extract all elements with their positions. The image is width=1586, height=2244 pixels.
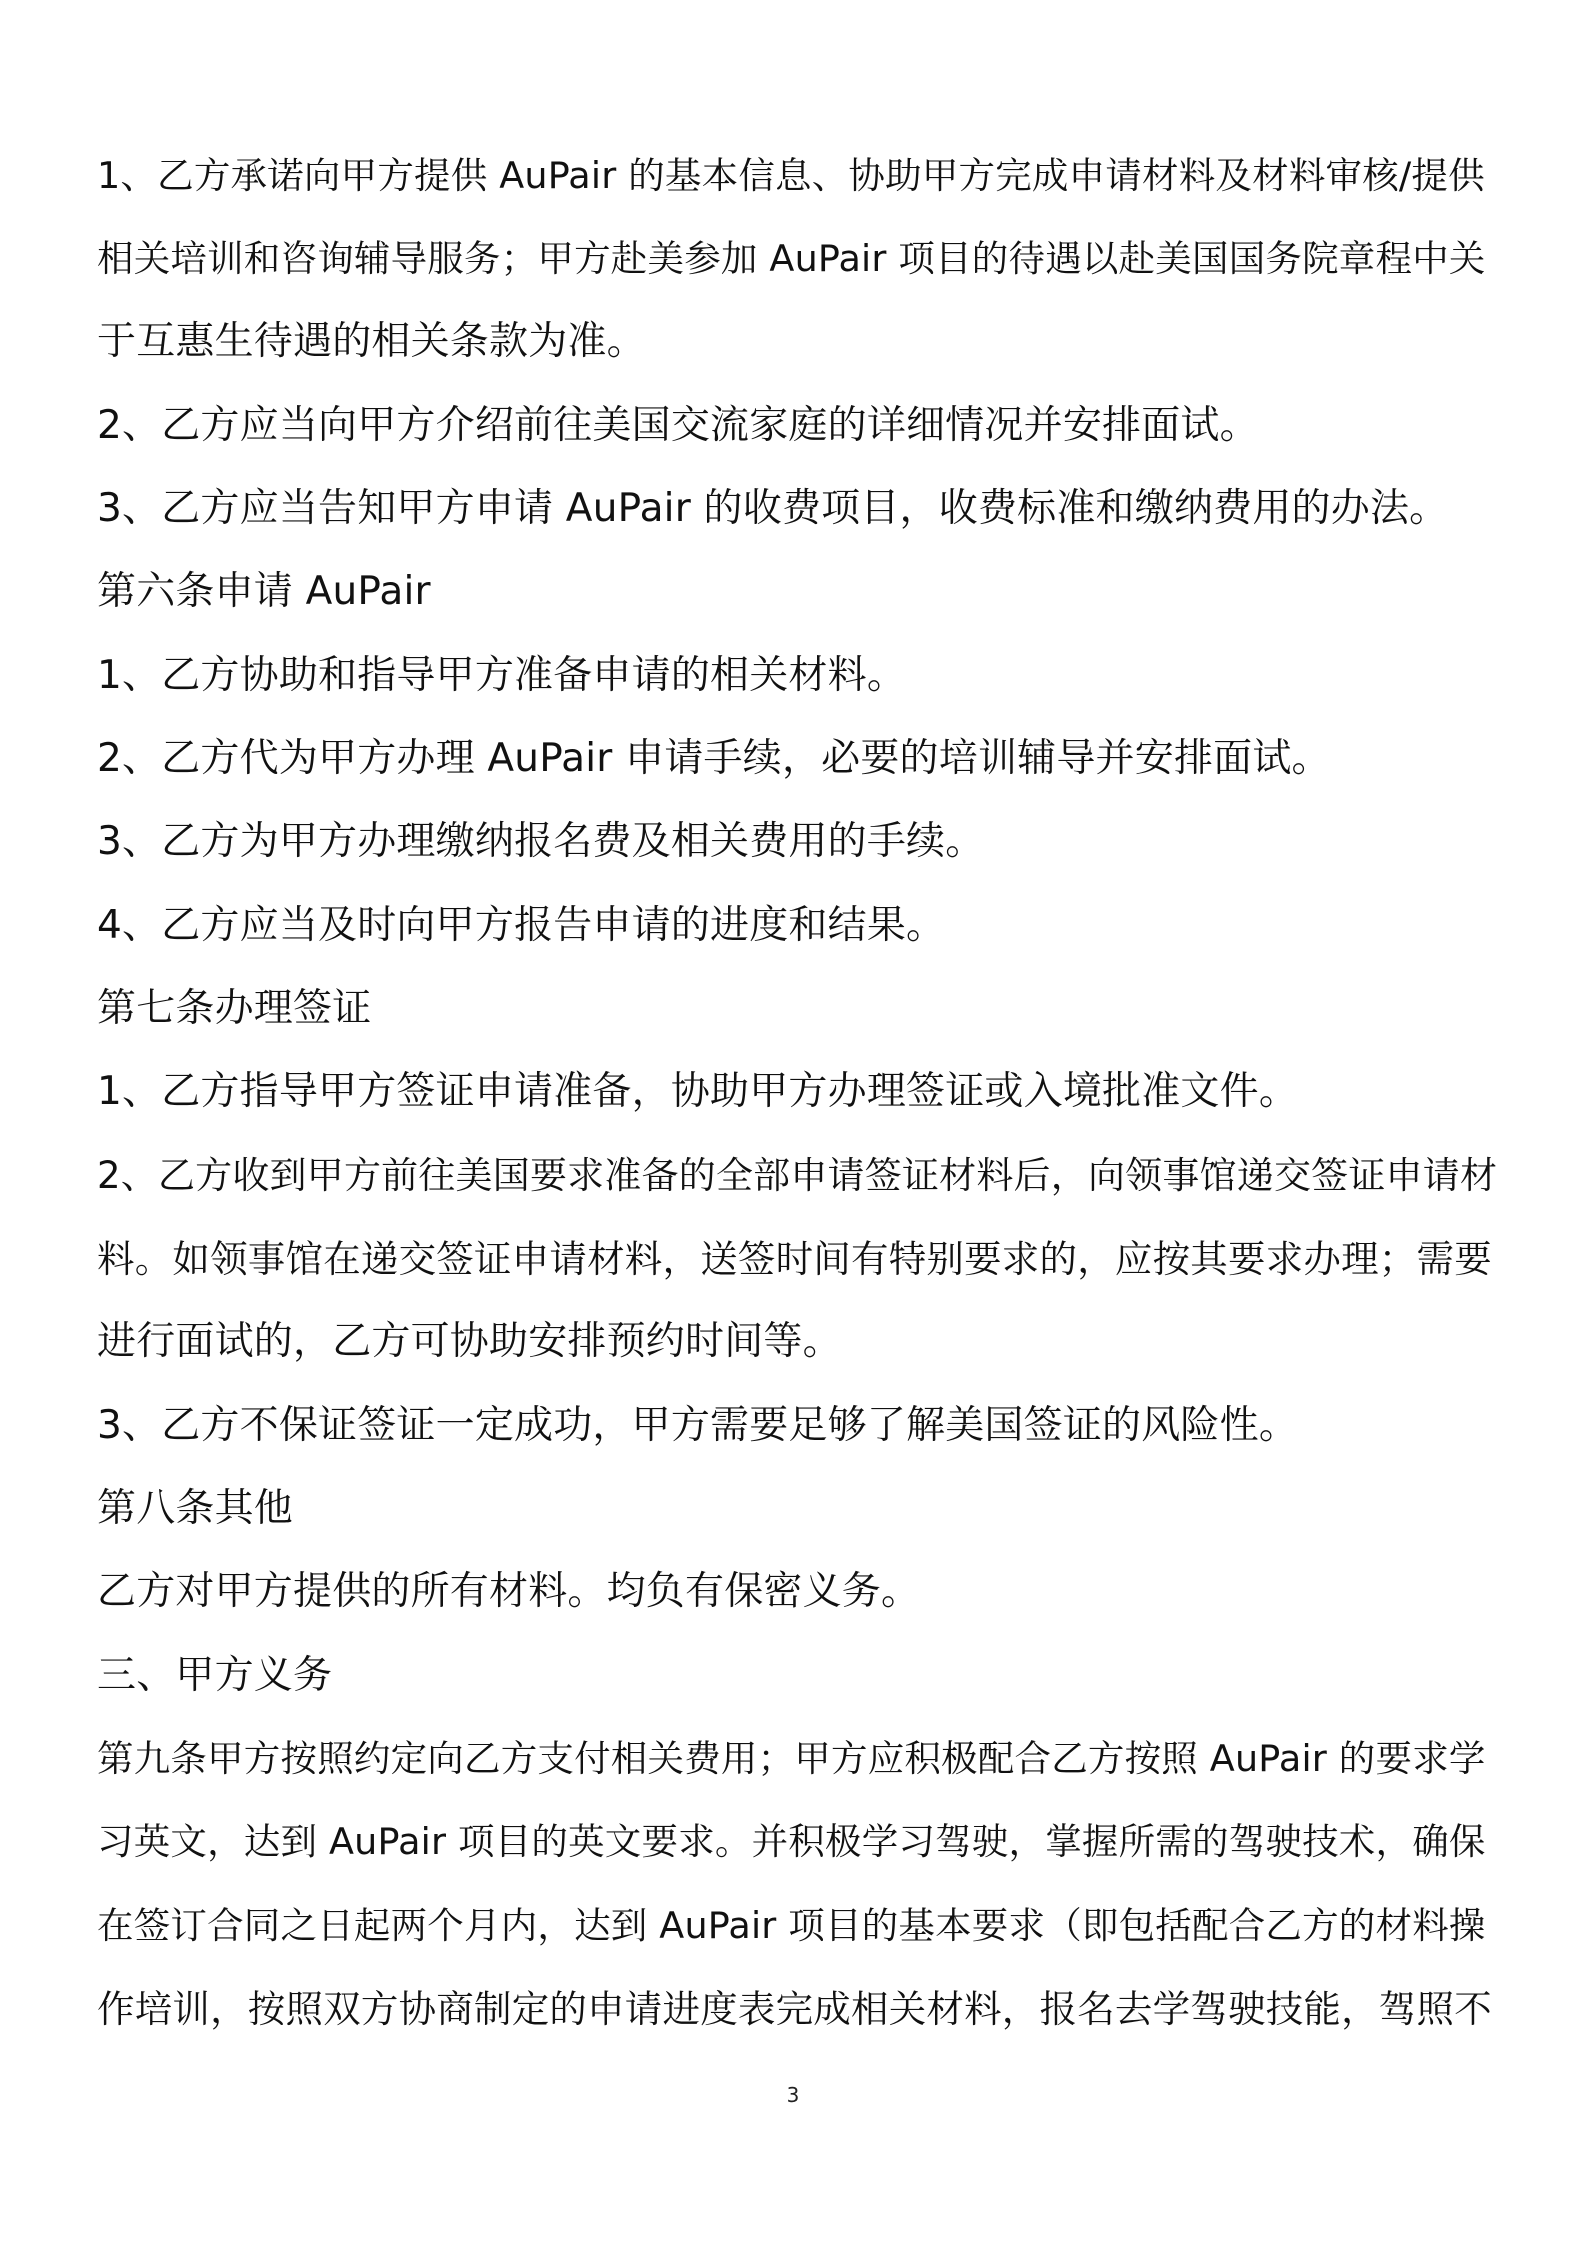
text-line: 3、乙方不保证签证一定成功，甲方需要足够了解美国签证的风险性。 xyxy=(97,1403,1299,1448)
text-line: 2、乙方代为甲方办理 AuPair 申请手续，必要的培训辅导并安排面试。 xyxy=(97,736,1331,781)
text-line: 于互惠生待遇的相关条款为准。 xyxy=(97,319,646,364)
text-line: 第九条甲方按照约定向乙方支付相关费用；甲方应积极配合乙方按照 AuPair 的要求学 xyxy=(97,1737,1486,1780)
text-line: 相关培训和咨询辅导服务；甲方赴美参加 AuPair 项目的待遇以赴美国国务院章程中关 xyxy=(97,237,1486,280)
text-line: 进行面试的，乙方可协助安排预约时间等。 xyxy=(97,1319,842,1364)
text-line: 乙方对甲方提供的所有材料。均负有保密义务。 xyxy=(97,1569,921,1614)
page-number: 3 xyxy=(786,2083,800,2107)
text-line: 作培训，按照双方协商制定的申请进度表完成相关材料，报名去学驾驶技能，驾照不 xyxy=(97,1987,1492,2031)
text-line: 4、乙方应当及时向甲方报告申请的进度和结果。 xyxy=(97,903,946,948)
text-line: 料。如领事馆在递交签证申请材料，送签时间有特别要求的，应按其要求办理；需要 xyxy=(97,1237,1492,1281)
text-line: 1、乙方指导甲方签证申请准备，协助甲方办理签证或入境批准文件。 xyxy=(97,1069,1299,1114)
text-line: 2、乙方收到甲方前往美国要求准备的全部申请签证材料后，向领事馆递交签证申请材 xyxy=(97,1154,1498,1197)
text-line: 1、乙方协助和指导甲方准备申请的相关材料。 xyxy=(97,653,907,698)
text-line: 在签订合同之日起两个月内，达到 AuPair 项目的基本要求（即包括配合乙方的材料操 xyxy=(97,1904,1486,1947)
text-line: 1、乙方承诺向甲方提供 AuPair 的基本信息、协助甲方完成申请材料及材料审核/提供 xyxy=(97,154,1485,197)
section-heading: 三、甲方义务 xyxy=(97,1653,333,1698)
section-heading: 第八条其他 xyxy=(97,1486,294,1531)
section-heading: 第七条办理签证 xyxy=(97,986,372,1031)
section-heading: 第六条申请 AuPair xyxy=(97,569,431,614)
text-line: 3、乙方为甲方办理缴纳报名费及相关费用的手续。 xyxy=(97,819,985,864)
text-line: 习英文，达到 AuPair 项目的英文要求。并积极学习驾驶，掌握所需的驾驶技术，确保 xyxy=(97,1820,1486,1863)
text-line: 3、乙方应当告知甲方申请 AuPair 的收费项目，收费标准和缴纳费用的办法。 xyxy=(97,486,1449,531)
text-line: 2、乙方应当向甲方介绍前往美国交流家庭的详细情况并安排面试。 xyxy=(97,403,1259,448)
